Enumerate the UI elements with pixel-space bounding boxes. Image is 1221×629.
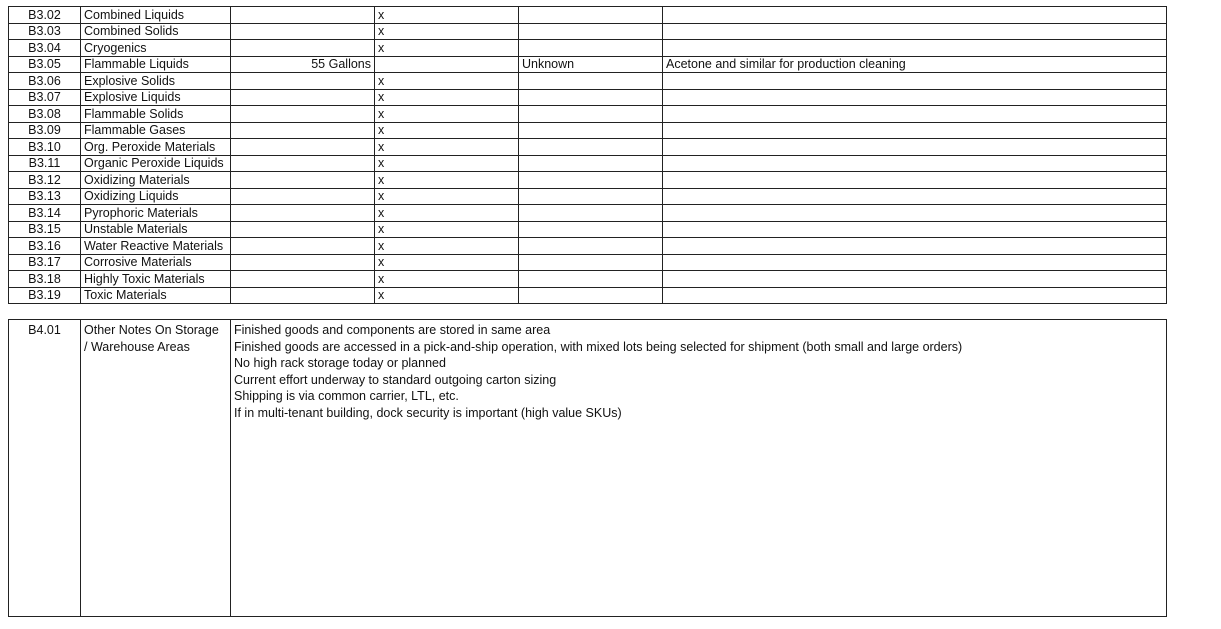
material-notes-cell	[663, 238, 1167, 255]
material-quantity-cell	[231, 40, 375, 57]
material-none-mark-cell: x	[375, 73, 519, 90]
table-row	[9, 122, 1167, 139]
table-row	[9, 254, 1167, 271]
material-name-cell: Organic Peroxide Liquids	[81, 155, 231, 172]
material-container-cell	[519, 271, 663, 288]
material-quantity-cell	[231, 205, 375, 222]
material-none-mark-cell: x	[375, 271, 519, 288]
material-notes-cell	[663, 40, 1167, 57]
material-quantity-cell	[231, 106, 375, 123]
material-container-cell	[519, 40, 663, 57]
material-container-cell	[519, 205, 663, 222]
table-row	[9, 238, 1167, 255]
material-quantity-cell	[231, 7, 375, 24]
material-none-mark-cell: x	[375, 221, 519, 238]
material-name-cell: Org. Peroxide Materials	[81, 139, 231, 156]
material-name-cell: Highly Toxic Materials	[81, 271, 231, 288]
material-name-cell: Toxic Materials	[81, 287, 231, 304]
storage-notes-label-line: Other Notes On Storage	[84, 323, 219, 337]
material-name-cell: Explosive Liquids	[81, 89, 231, 106]
material-code-cell: B3.10	[9, 139, 81, 156]
material-notes-cell	[663, 106, 1167, 123]
material-quantity-cell	[231, 155, 375, 172]
material-notes-cell	[663, 89, 1167, 106]
material-code-cell: B3.03	[9, 23, 81, 40]
material-quantity-cell	[231, 271, 375, 288]
material-container-cell	[519, 172, 663, 189]
material-notes-cell	[663, 254, 1167, 271]
material-code-cell: B3.07	[9, 89, 81, 106]
material-code-cell: B3.15	[9, 221, 81, 238]
table-row	[9, 155, 1167, 172]
material-name-cell: Corrosive Materials	[81, 254, 231, 271]
material-quantity-cell	[231, 287, 375, 304]
table-row	[9, 56, 1167, 73]
hazardous-materials-rows	[9, 7, 1167, 304]
material-none-mark-cell: x	[375, 89, 519, 106]
storage-note-line: Finished goods are accessed in a pick-and-ship operation, with mixed lots being selected for shipment (both small and large orders)	[234, 339, 963, 354]
material-name-cell: Combined Liquids	[81, 7, 231, 24]
material-container-cell	[519, 188, 663, 205]
table-row	[9, 172, 1167, 189]
material-container-cell	[519, 7, 663, 24]
material-code-cell: B3.06	[9, 73, 81, 90]
material-name-cell: Unstable Materials	[81, 221, 231, 238]
storage-note-line: No high rack storage today or planned	[234, 356, 446, 370]
material-notes-cell	[663, 172, 1167, 189]
material-notes-cell	[663, 7, 1167, 24]
material-name-cell: Oxidizing Liquids	[81, 188, 231, 205]
material-name-cell: Flammable Liquids	[81, 56, 231, 73]
material-container-cell	[519, 238, 663, 255]
material-name-cell: Water Reactive Materials	[81, 238, 231, 255]
material-quantity-cell	[231, 188, 375, 205]
material-code-cell: B3.09	[9, 122, 81, 139]
material-code-cell: B3.16	[9, 238, 81, 255]
material-code-cell: B3.14	[9, 205, 81, 222]
table-row	[9, 23, 1167, 40]
storage-notes-content	[231, 320, 1167, 617]
material-container-cell	[519, 73, 663, 90]
material-none-mark-cell: x	[375, 238, 519, 255]
material-none-mark-cell	[375, 56, 519, 73]
material-notes-cell	[663, 23, 1167, 40]
material-none-mark-cell: x	[375, 139, 519, 156]
material-container-cell	[519, 106, 663, 123]
table-row	[9, 106, 1167, 123]
material-none-mark-cell: x	[375, 287, 519, 304]
material-quantity-cell	[231, 122, 375, 139]
table-row	[9, 188, 1167, 205]
material-container-cell	[519, 89, 663, 106]
material-quantity-cell	[231, 73, 375, 90]
material-notes-cell	[663, 271, 1167, 288]
material-notes-cell	[663, 287, 1167, 304]
material-code-cell: B3.12	[9, 172, 81, 189]
table-row	[9, 73, 1167, 90]
material-quantity-cell	[231, 254, 375, 271]
material-none-mark-cell: x	[375, 205, 519, 222]
material-none-mark-cell: x	[375, 23, 519, 40]
material-notes-cell	[663, 205, 1167, 222]
storage-note-line: Finished goods and components are stored in same area	[234, 323, 551, 337]
material-quantity-cell	[231, 172, 375, 189]
material-container-cell	[519, 221, 663, 238]
material-container-cell	[519, 139, 663, 156]
table-row	[9, 221, 1167, 238]
material-code-cell: B3.02	[9, 7, 81, 24]
table-row	[9, 40, 1167, 57]
material-name-cell: Explosive Solids	[81, 73, 231, 90]
storage-notes-row	[9, 320, 1167, 617]
table-row	[9, 89, 1167, 106]
material-quantity-cell	[231, 89, 375, 106]
material-quantity-cell	[231, 221, 375, 238]
material-quantity-cell	[231, 139, 375, 156]
material-none-mark-cell: x	[375, 122, 519, 139]
storage-note-line: Current effort underway to standard outgoing carton sizing	[234, 372, 557, 387]
material-quantity-cell	[231, 238, 375, 255]
material-name-cell: Cryogenics	[81, 40, 231, 57]
storage-note-line: If in multi-tenant building, dock security is important (high value SKUs)	[234, 405, 622, 420]
material-notes-cell	[663, 221, 1167, 238]
material-notes-cell	[663, 188, 1167, 205]
material-quantity-cell	[231, 23, 375, 40]
material-none-mark-cell: x	[375, 40, 519, 57]
material-container-cell	[519, 155, 663, 172]
material-name-cell: Combined Solids	[81, 23, 231, 40]
hazardous-materials-table	[8, 6, 1167, 304]
table-row	[9, 271, 1167, 288]
storage-notes-table	[8, 319, 1167, 617]
material-container-cell	[519, 23, 663, 40]
material-code-cell: B3.18	[9, 271, 81, 288]
material-name-cell: Pyrophoric Materials	[81, 205, 231, 222]
material-notes-cell	[663, 155, 1167, 172]
storage-notes-label	[81, 320, 231, 617]
material-none-mark-cell: x	[375, 172, 519, 189]
material-name-cell: Flammable Solids	[81, 106, 231, 123]
table-row	[9, 139, 1167, 156]
material-code-cell: B3.17	[9, 254, 81, 271]
material-code-cell: B3.04	[9, 40, 81, 57]
material-container-cell: Unknown	[519, 56, 663, 73]
material-none-mark-cell: x	[375, 254, 519, 271]
material-code-cell: B3.11	[9, 155, 81, 172]
storage-notes-label-line: / Warehouse Areas	[84, 339, 190, 354]
table-row	[9, 287, 1167, 304]
material-code-cell: B3.08	[9, 106, 81, 123]
material-notes-cell	[663, 139, 1167, 156]
material-code-cell: B3.13	[9, 188, 81, 205]
material-none-mark-cell: x	[375, 7, 519, 24]
material-notes-cell	[663, 73, 1167, 90]
material-container-cell	[519, 254, 663, 271]
material-code-cell: B3.19	[9, 287, 81, 304]
material-notes-cell: Acetone and similar for production cleaning	[663, 56, 1167, 73]
material-notes-cell	[663, 122, 1167, 139]
material-code-cell: B3.05	[9, 56, 81, 73]
material-name-cell: Oxidizing Materials	[81, 172, 231, 189]
material-container-cell	[519, 287, 663, 304]
storage-notes-code: B4.01	[9, 320, 81, 617]
material-none-mark-cell: x	[375, 155, 519, 172]
material-quantity-cell: 55 Gallons	[231, 56, 375, 73]
material-name-cell: Flammable Gases	[81, 122, 231, 139]
material-container-cell	[519, 122, 663, 139]
table-row	[9, 205, 1167, 222]
storage-note-line: Shipping is via common carrier, LTL, etc.	[234, 389, 459, 403]
material-none-mark-cell: x	[375, 188, 519, 205]
material-none-mark-cell: x	[375, 106, 519, 123]
table-row	[9, 7, 1167, 24]
